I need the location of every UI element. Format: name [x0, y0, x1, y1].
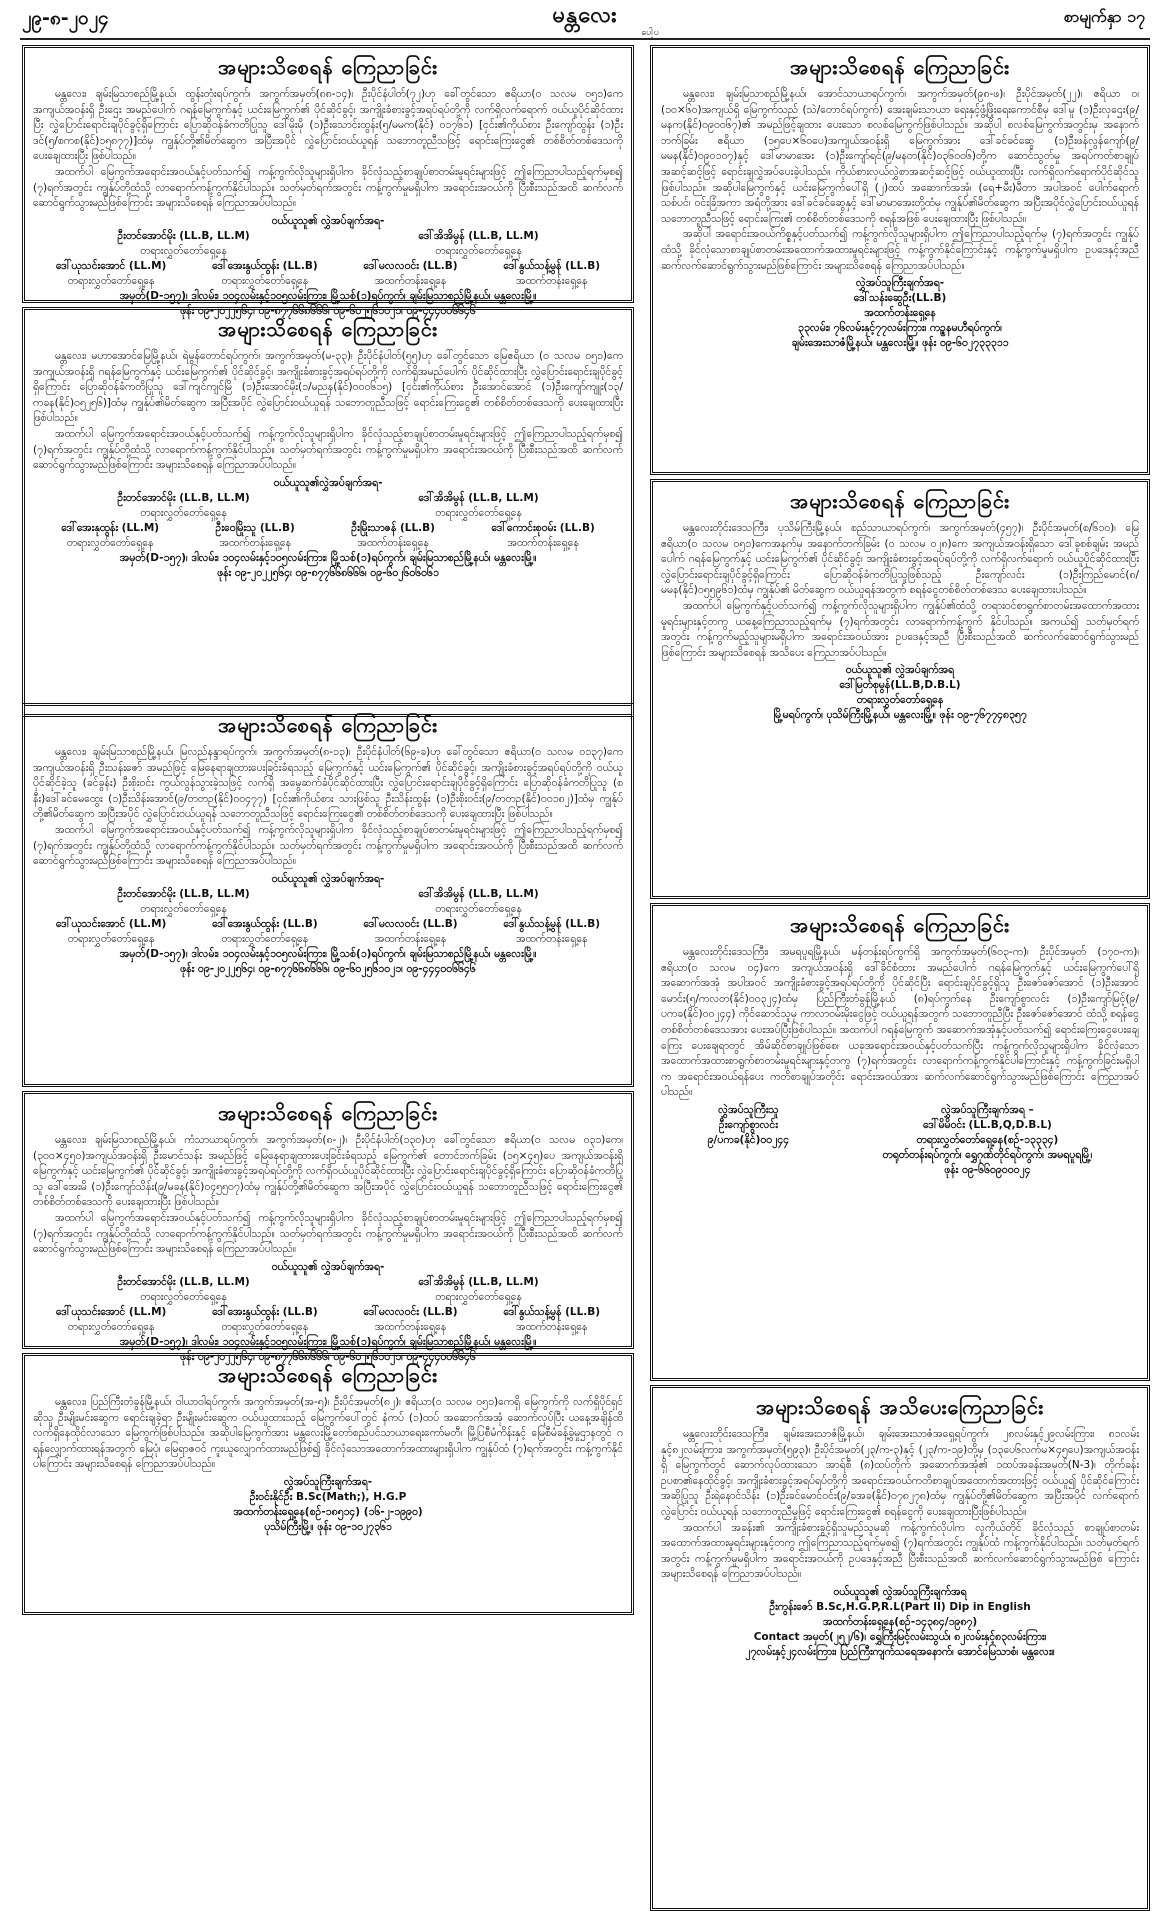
- lawyer-entry: [363, 259, 457, 289]
- notice-paragraph: အထက်ပါ မြေကွက်နှင့်ပတ်သက်၍ ကန့်ကွက်လိုသူများရှိပါက ကျွန်ုပ်၏ထံသို့ တရားဝင်စာရွက်စာတမ်းအထောက်အထားမူရင်းများနှင့်တကွ ယနေ့ကြေညာသည့်ရက်မှ (၇)ရက်အတွင်း လာရောက်ကန့်ကွက် နိုင်ပါသည်။ အကယ်၍ သတ်မှတ်ရက်အတွင်း ကန့်ကွက်မည့်သူများမရှိပါက အရောင်းအဝယ်အား ဥပဒေနှင့်အညီ ပြီးစီးသည်အထိ ဆက်လက်ဆောင်ရွက်သွားမည်ဖြစ်ကြောင်း အများသိစေရန် အသိပေး ကြေညာအပ်ပါသည်။: [661, 599, 1139, 659]
- notice-signature: [661, 1585, 1139, 1660]
- lawyer-row: [33, 887, 623, 917]
- lawyer-entry: [117, 491, 249, 521]
- lawyer-name: ဒေါ်အေးနွယ်ထွန်း (LL.B): [212, 1305, 318, 1318]
- lawyer-title: အထက်တန်းရှေ့နေ: [219, 536, 291, 549]
- lawyer-entry: [491, 521, 594, 551]
- signature-line: ဒေါ်သန်းဆွေဦး(LL.B): [853, 292, 947, 305]
- notice-phone: ဖုန်း ၀၉-၂၀၂၂၅၆၄၊ ၀၉-၈၇၇၆၆၈၆၆၆၊ ၀၉-၆၀၂၅၆၁၀၂၁၊ ၀၉-၄၄၄၀၀၆၆၄၆: [180, 962, 476, 975]
- signature-left-line: ၉/ပကခ(နိုင်)၀၀၂၄၄: [707, 1133, 790, 1146]
- lawyer-name: ဒေါ်နွယ်သန့်မွန် (LL.B): [503, 917, 601, 930]
- lawyer-entry: [61, 521, 159, 551]
- lawyer-name: ဒေါ်အေးနုထွန်း (LL.M): [61, 521, 160, 534]
- signature-right-line: တရုတ်တန်းရပ်ကွက်၊ ရွှေဂုဏ်တိုင်ရပ်ကွက်၊ အမရပူရမြို့၊: [882, 1148, 1093, 1161]
- lawyer-title: အထက်တန်းရှေ့နေ: [515, 932, 588, 945]
- lawyer-entry: [503, 259, 600, 289]
- notice-paragraph: မန္တလေး၊ ပြည်ကြီးတံခွန်မြို့နယ်၊ ဝါယာဝါရပ်ကွက်၊ အကွက်အမှတ်(အ-၅)၊ ဦးပိုင်အမှတ်(၈၂)၊ ဧရိယာ(၀ သလမ ၀၅၁)ကေရှိ မြေကွက်ကို လက်ရှိပိုင်ရှင်ဆိုသူ ဦးမျိုးမင်းဆွေက ရောင်းချခဲ့ရာ ဦးမျိုးမင်းဆွေက ဝယ်ယူထားသည့် မြေကွက်ပေါ်တွင် နံကပ် (၁)ထပ် အဆောက်အအုံ ဆောက်လုပ်ပြီး ယနေ့အချိန်ထိ လက်ရှိနေထိုင်လာသော မြေကွက်ဖြစ်ပါသည်။ အဆိုပါမြေကွက်အား မန္တလေးမြို့တော်စည်ပင်သာယာရေးကော်မတီ၊ မြို့ပြစီမံကိန်းနှင့် မြေစီမံခန့်ခွဲမှုဌာနတွင် ဂရန်လျှောက်ထားရန်အတွက် မြေပုံ၊ မြေရာဇဝင် ကူးယူလျှောက်ထားမည်ဖြစ်၍ ခိုင်လုံသောအထောက်အထားများရှိပါက ကျွန်ုပ်ထံ (၇)ရက်အတွင်း ကန့်ကွက်နိုင်ပါကြောင်း အများသိစေရန် ကြေညာအပ်ပါသည်။: [33, 1396, 623, 1471]
- signature-lead: လွှဲအပ်သူကြီးချက်အရ-: [855, 277, 945, 290]
- lawyer-title: တရားလွှတ်တော်ရှေ့နေ: [221, 1320, 309, 1333]
- lawyer-name: ဦးမြိုးသာဇန် (LL.B): [351, 521, 435, 534]
- lawyer-name: ဒေါ်အိအိမွန် (LL.B, LL.M): [418, 491, 539, 504]
- lawyer-title: အထက်တန်းရှေ့နေ: [357, 536, 429, 549]
- lawyer-entry: [418, 491, 538, 521]
- signature-line: အထက်တန်းရှေ့နေ(စဉ်-၁၄၃၈၄/၁၉၈၇): [822, 1615, 978, 1628]
- lawyer-title: တရားလွှတ်တော်ရှေ့နေ: [140, 902, 227, 915]
- lawyer-name: ဒေါ်အေးနွယ်ထွန်း (LL.B): [212, 917, 318, 930]
- signature-lead: ဝယ်ယူသူ၏ လွှဲအပ်ချက်အရ-: [271, 214, 385, 227]
- lawyer-entry: [212, 1305, 318, 1335]
- signature-lead: ဝယ်ယူသူ၏ လွှဲအပ်သူကြီးချက်အရ: [833, 1585, 967, 1598]
- lawyer-entry: [117, 887, 249, 917]
- notice-body: [661, 521, 1139, 661]
- notice-box: [650, 45, 1150, 475]
- lawyer-name: ဦးတင်အောင်မိုး (LL.B, LL.M): [117, 887, 250, 900]
- lawyer-name: ဒေါ်ယုသင်းအောင် (LL.M): [55, 1305, 167, 1318]
- lawyer-entry: [418, 1275, 538, 1305]
- lawyer-title: အထက်တန်းရှေ့နေ: [374, 932, 447, 945]
- notice-paragraph: အထက်ပါ မြေကွက်အရောင်းအဝယ်နှင့်ပတ်သက်၍ ကန့်ကွက်လိုသူများရှိပါက ခိုင်လုံသည့်စာချုပ်စာတမ်းမူရင်းများဖြင့် ဤကြေညာပါသည့်ရက်မှစ၍ (၇)ရက်အတွင်း ကျွန်ုပ်တို့ထံသို့ လာရောက်ကန့်ကွက်နိုင်ပါသည်။ သတ်မှတ်ရက်အတွင်း ကန့်ကွက်မှုမရှိပါက အရောင်းအဝယ်ကို ပြီးစီးသည်အထိ ဆက်လက်ဆောင်ရွက်သွားမည်ဖြစ်ကြောင်း အများသိစေရန် ကြေညာအပ်ပါသည်။: [33, 427, 623, 472]
- lawyer-name: ဒေါ်နွယ်သန့်မွန် (LL.B): [503, 1305, 601, 1318]
- lawyer-name: ဒေါ်နွယ်သန့်မွန် (LL.B): [503, 259, 601, 272]
- notice-signature: [33, 872, 623, 977]
- signature-left: [708, 1103, 790, 1178]
- signature-line: အထက်တန်းရှေ့နေ: [864, 307, 936, 320]
- notice-phone: ဖုန်း ၀၉-၂၀၂၂၅၆၄၊ ၀၉-၈၇၇၆၆၈၆၆၆၊ ၀၉-၆၀၂၅၆၁၀၂၁၊ ၀၉-၄၄၄၀၀၆၆၄၆: [180, 304, 476, 317]
- notice-phone: ၂၇လမ်းနှင့်၂၄လမ်းကြား၊ ပြည်ကြီးကျက်သရေအနောက်၊ အောင်မြေသာစံ၊ မန္တလေး။: [745, 1645, 1055, 1658]
- lawyer-entry: [503, 1305, 600, 1335]
- notice-address: အမှတ်(D-၁၅၇)၊ ဒါလမ်း၊ ၁၀၄လမ်းနှင့်၁၀၅လမ်းကြား၊ မြို့သစ်(၁)ရပ်ကွက်၊ ချမ်းမြသာစည်မြို့နယ်၊ မန္တလေးမြို့။: [119, 551, 537, 564]
- lawyer-entry: [216, 521, 295, 551]
- notice-title: အများသိစေရန် အသိပေးကြေညာခြင်း: [755, 1395, 1045, 1419]
- lawyer-title: တရားလွှတ်တော်ရှေ့နေ: [67, 932, 155, 945]
- signature-right: [882, 1103, 1092, 1178]
- notice-body: [661, 1427, 1139, 1583]
- lawyer-entry: [418, 887, 538, 917]
- notice-phone: မြို့မရပ်ကွက်၊ ပုသိမ်ကြီးမြို့နယ်၊ မန္တလေးမြို့။ ဖုန်း ၀၉-၇၆၇၇၄၈၃၅၇: [773, 709, 1027, 722]
- lawyer-entry: [56, 259, 166, 289]
- masthead-logo-sub: ပေါ့ပ: [641, 28, 660, 38]
- notice-title: အများသိစေရန် ကြေညာခြင်း: [217, 317, 438, 341]
- notice-signature: [33, 476, 623, 581]
- signature-lead: ဝယ်ယူသူ၏လွှဲအပ်ချက်အရ-: [273, 476, 383, 489]
- notice-title: အများသိစေရန် ကြေညာခြင်း: [217, 1101, 438, 1125]
- lawyer-name: ဦးတင်အောင်မိုး (LL.B, LL.M): [117, 1275, 250, 1288]
- lawyer-row: [33, 259, 623, 289]
- signature-columns: [661, 1103, 1139, 1178]
- page-number: စာမျက်နှာ ၁၇: [1063, 7, 1145, 26]
- notice-phone: ပုသိမ်ကြီးမြို့။ ဖုန်း ၀၉-၁၀၂၇၃၆၁: [264, 1520, 392, 1533]
- notice-signature: [33, 214, 623, 319]
- notice-address: အမှတ်(D-၁၅၇)၊ ဒါလမ်း၊ ၁၀၄လမ်းနှင့်၁၀၅လမ်းကြား၊ မြို့သစ်(၁)ရပ်ကွက်၊ ချမ်းမြသာစည်မြို့နယ်၊ မန္တလေးမြို့။: [119, 947, 537, 960]
- signature-left-line: လွှဲအပ်သူကြီးသူ: [718, 1103, 779, 1116]
- notice-address: ဦးဝင်းနိုင်ဦး B.Sc(Math;), H.G.P: [249, 1490, 407, 1503]
- lawyer-title: အထက်တန်းရှေ့နေ: [374, 1320, 447, 1333]
- lawyer-entry: [363, 917, 457, 947]
- lawyer-name: ဒေါ်အိအိမွန် (LL.B, LL.M): [418, 1275, 539, 1288]
- lawyer-title: အထက်တန်းရှေ့နေ: [374, 274, 447, 287]
- lawyer-title: တရားလွှတ်တော်ရှေ့နေ: [140, 506, 227, 519]
- lawyer-name: ဒေါ်ကောင်းစုဝမ်း (LL.B): [491, 521, 595, 534]
- lawyer-entry: [212, 259, 318, 289]
- lawyer-row: [33, 491, 623, 521]
- lawyer-title: တရားလွှတ်တော်ရှေ့နေ: [221, 932, 309, 945]
- lawyer-title: အထက်တန်းရှေ့နေ: [507, 536, 579, 549]
- notice-box: [650, 479, 1150, 899]
- lawyer-name: ဒေါ်မလလဝင်း (LL.B): [363, 917, 458, 930]
- lawyer-name: ဒေါ်ယုသင်းအောင် (LL.M): [55, 917, 167, 930]
- lawyer-title: တရားလွှတ်တော်ရှေ့နေ: [435, 244, 522, 257]
- lawyer-entry: [212, 917, 318, 947]
- notice-signature: [33, 1260, 623, 1365]
- lawyer-title: တရားလွှတ်တော်ရှေ့နေ: [67, 274, 155, 287]
- lawyer-row: [33, 1275, 623, 1305]
- notice-paragraph: မန္တလေး၊ ချမ်းမြသာစည်မြို့နယ်၊ ထွန်းတုံးရပ်ကွက်၊ အကွက်အမှတ်(၈၈-၁၄)၊ ဦးပိုင်နံပါတ်(၇၂)ဟု ခေါ်တွင်သော ဧရိယာ(၀ သလမ ၀၅၁)ကေ အကျယ်အဝန်းရှိ ဦးဌေး အမည်ပေါက် ဂရန်မြေကွက်နှင့် ယင်းမြေကွက်၏ ပိုင်ဆိုင်ခွင့်၊ အကျိုးခံစားခွင့်အရပ်ရပ်တို့ကို လက်ရှိလက်ရောက် ဝယ်ယူပိုင်ဆိုင်ထားပြီး လွှဲပြောင်းရောင်းချပိုင်ခွင့်ရှိကြောင်း ပြောဆိုဝန်ခံကတိပြုသူ ဒေါ်မိုးမို (၁)ဦးသောင်းထွန်း(၅/မမက(နိုင်) ၀၁၇၆၁) [ငှင်း၏ကိုယ်စား ဦးကျော်ထွန်း (၁)ဦးဒင်(၅/စကစ(နိုင်)၁၅၈၇၇)]ထံမှ ကျွန်ုပ်တို့၏မိတ်ဆွေက အပြီးအပိုင် လွှဲပြောင်းဝယ်ယူရန် သဘောတူညီသဖြင့် ရောင်းကြေး‌ငွေ၏ တစ်စိတ်တစ်ဒေသကို ပေးချေထားပြီး ဖြစ်ပါသည်။: [33, 88, 623, 163]
- lawyer-name: ဒေါ်ယုသင်းအောင် (LL.M): [55, 259, 167, 272]
- signature-lead: ဝယ်ယူသူ၏ လွှဲအပ်ချက်အရ: [845, 664, 955, 677]
- signature-lead: ဝယ်ယူသူ၏ လွှဲအပ်ချက်အရ-: [271, 1260, 385, 1273]
- notice-paragraph: အထက်ပါ မြေကွက်အရောင်းအဝယ်နှင့်ပတ်သက်၍ ကန့်ကွက်လိုသူများရှိပါက ခိုင်လုံသည့်စာချုပ်စာတမ်းမူရင်းများဖြင့် ဤကြေညာပါသည့်ရက်မှစ၍ (၇)ရက်အတွင်း ကျွန်ုပ်တို့ထံသို့ လာရောက်ကန့်ကွက်နိုင်ပါသည်။ သတ်မှတ်ရက်အတွင်း ကန့်ကွက်မှုမရှိပါက အရောင်းအဝယ်ကို ပြီးစီးသည်အထိ ဆက်လက်ဆောင်ရွက်သွားမည်ဖြစ်ကြောင်း အများသိစေရန် ကြေညာအပ်ပါသည်။: [33, 165, 623, 210]
- notice-paragraph: မန္တလေး၊ ချမ်းမြသာစည်မြို့နယ်၊ ကံသာယာရပ်ကွက်၊ အကွက်အမှတ်(၈-၂)၊ ဦးပိုင်နံပါတ်(၁၃၀)ဟု ခေါ်တွင်သော ဧရိယာ(၀ သလမ ၀၃၁)ကေ၊ (၃၀၀×၄၅၀)အကျယ်အဝန်းရှိ ဦးမောင်သန်း အမည်ဖြင့် မြေနေရာချထားပေးခြင်းခံရသည့် မြေကွက်၏ တောင်ဘက်ခြမ်း (၁၅×၄၅)ပေ အကျယ်အဝန်းရှိ မြေကွက်နှင့် ယင်းမြေကွက်၏ ပိုင်ဆိုင်ခွင့်၊ အကျိုးခံစားခွင့်အရပ်ရပ်တို့ကို လက်ရှိဝယ်ယူပိုင်ဆိုင်ထားပြီး လွှဲပြောင်းရောင်းချပိုင်ခွင့်ရှိကြောင်း ပြောဆိုဝန်ခံကတိပြုသူ ဒေါ်အေးမိ (၁)ဦးကျော်သိန်း(၉/မခန(နိုင်)၀၄၅၅၀၇)ထံမှ ကျွန်ုပ်တို့၏မိတ်ဆွေက အပြီးအပိုင် လွှဲပြောင်းဝယ်ယူရန် သဘောတူညီသဖြင့် ရောင်းကြေးငွေ၏ တစ်စိတ်တစ်ဒေသကို ပေးချေထားပြီး ဖြစ်ပါသည်။: [33, 1134, 623, 1209]
- masthead-logo-text: မန္တလေး: [552, 3, 618, 28]
- lawyer-entry: [56, 917, 166, 947]
- lawyer-name: ဒေါ်အေးနွယ်ထွန်း (LL.B): [212, 259, 318, 272]
- notice-body: [33, 745, 623, 870]
- notice-phone: ချမ်းအေးသာဇံမြို့နယ်၊ မန္တလေးမြို့။ ဖုန်း ၀၉-၆၀၂၇၃၃၃၁၁: [791, 337, 1009, 350]
- lawyer-entry: [418, 229, 538, 259]
- lawyer-row: [33, 1305, 623, 1335]
- lawyer-title: အထက်တန်းရှေ့နေ: [515, 1320, 588, 1333]
- lawyer-entry: [363, 1305, 457, 1335]
- notice-title: အများသိစေရန် ကြေညာခြင်း: [217, 713, 438, 737]
- notice-paragraph: မန္တလေး၊ ချမ်းမြသာစည်မြို့နယ်၊ အောင်သာယာရပ်ကွက်၊ အကွက်အမှတ်(၉၈-ဖ)၊ ဦးပိုင်အမှတ်(၂၂)၊ ဧရိယာ ၀၊(၁၀×၆၀)အကျယ်ရှိ မြေကွက်သည် (သဲ/တောင်ရပ်ကွက်) အေးချမ်းသာယာ ရေးနှင့်ဖွံ့ဖြိုးရေးကောင်စီမှ ဒေါ်မူ (၁)ဦးလှဌေး(၉/မနက(နိုင်)၀၉၀၀၆၇)၏ အမည်ဖြင့်ချထား ပေးသော စလစ်မြေကွက်ဖြစ်ပါသည်။ အဆိုပါ စလစ်မြေကွက်အတွင်းမှ အနောက်ဘက်ခြမ်း ဧရိယာ (၁၅ပေ×၆၀ပေ)အကျယ်အဝန်းရှိ မြေကွက်အား ဒေါ်ခင်ခင်ဆွေ (၁)ဦးဖန်လွန်ကျော်(၉/မမန(နိုင်)၀၉၀၁၀၇)နှင့် ဒေါ်မာမာအေး (၁)ဦးကျော်ရင်(၉/မနတ(နိုင်)၀၃၆၀၀၆)တို့က ဆောင်သွတ်မှု အရပ်ကတ်စာချုပ်အဆင့်ဆင့်ဖြင့် ရောင်းချလွှဲအပ်ပေးခဲ့ပါသည်။ ကိုယ်စားလှယ်လွှဲစာအဆင့်ဆင့်ဖြင့် ဝယ်ယူထားပြီး လက်ရှိလက်ရောက်ပိုင်ဆိုင်သူဖြစ်ပါသည်။ အဆိုပါမြေကွက်နှင့် ယင်းမြေကွက်ပေါ်ရှိ (၂)ထပ် အဆောက်အအုံ၊ (ရေ+မီး)မီတာ အပါအဝင် ပေါက်ရောက်သစ်ပင်၊ ဝင်းခြံအကာ အရံတို့အား ဒေါ်ခင်ခင်ဆွေနှင့် ဒေါ်မာမာအေးတို့ထံမှ ကျွန်ုပ်၏မိတ်ဆွေက အပြီးအပိုင်လွှဲပြောင်းဝယ်ယူရန် သဘောတူညီသဖြင့် ရောင်းကြေး၏ တစ်စိတ်တစ်ဒေသကို စရန်အဖြစ် ပေးချေထားပြီး ဖြစ်ပါသည်။: [661, 88, 1139, 225]
- notice-body: [33, 87, 623, 212]
- signature-line: ဒေါ်မြတ်စုမွန်(LL.B,D.B.L): [839, 679, 961, 692]
- lawyer-title: တရားလွှတ်တော်ရှေ့နေ: [140, 1290, 227, 1303]
- notice-signature: [661, 663, 1139, 723]
- lawyer-entry: [117, 229, 249, 259]
- notice-paragraph: အဆိုပါ အရောင်းအဝယ်ကိစ္စနှင့်ပတ်သက်၍ ကန့်ကွက်လိုသူများရှိပါက ဤကြေညာပါသည့်ရက်မှ (၇)ရက်အတွင်း ကျွန်ုပ်ထံသို့ ခိုင်လုံသောစာချုပ်စာတမ်းအထောက်အထားမူရင်းများဖြင့် ကန့်ကွက်နိုင်ကြောင်းနှင့် ကန့်ကွက်မှုမရှိပါက ဥပဒေနှင့်အညီ ဆက်လက်ဆောင်ရွက်သွားမည်ဖြစ်ကြောင်း အများသိစေရန် ကြေညာအပ်ပါသည်။: [661, 228, 1139, 272]
- masthead-logo: [510, 0, 660, 36]
- lawyer-entry: [56, 1305, 166, 1335]
- notice-address: အမှတ်(D-၁၅၇)၊ ဒါလမ်း၊ ၁၀၄လမ်းနှင့်၁၀၅လမ်းကြား၊ မြို့သစ်(၁)ရပ်ကွက်၊ ချမ်းမြသာစည်မြို့နယ်၊ မန္တလေးမြို့။: [119, 1335, 537, 1348]
- notice-paragraph: အထက်ပါ မြေကွက်အရောင်းအဝယ်နှင့်ပတ်သက်၍ ကန့်ကွက်လိုသူများရှိပါက ခိုင်လုံသည့်စာချုပ်စာတမ်းမူရင်းများဖြင့် ဤကြေညာပါသည့်ရက်မှစ၍ (၇)ရက်အတွင်း ကျွန်ုပ်တို့ထံသို့ လာရောက်ကန့်ကွက်နိုင်ပါသည်။ သတ်မှတ်ရက်အတွင်း ကန့်ကွက်မှုမရှိပါက အရောင်းအဝယ်ကို ပြီးစီးသည်အထိ ဆက်လက်ဆောင်ရွက်သွားမည်ဖြစ်ကြောင်း အများသိစေရန် ကြေညာအပ်ပါသည်။: [33, 1211, 623, 1256]
- notice-address: Contact အမှတ်(၂၅၂/၆)၊ ရွှေကြီးမြင့်လမ်းသွယ်၊ ၈၂လမ်းနှင့်၈၃လမ်းကြား၊: [753, 1630, 1047, 1643]
- lawyer-name: ဒေါ်အိအိမွန် (LL.B, LL.M): [418, 229, 539, 242]
- lawyer-title: တရားလွှတ်တော်ရှေ့နေ: [435, 902, 522, 915]
- notice-address-2: အထက်တန်းရှေ့နေ(စဉ်-၁၈၅၁၄) (၁၆-၂-၁၉၉၀): [233, 1505, 423, 1518]
- signature-line: ဦးကွန်းဇော် B.Sc,H.G.P,R.L(Part II) Dip in English: [769, 1600, 1031, 1613]
- lawyer-name: ဦးဝေမြိုးသူ (LL.B): [215, 521, 295, 534]
- notice-box: [22, 45, 634, 317]
- signature-right-line: ဒေါ်မိမိဝင်း (LL.B,Q,D.B.L): [923, 1118, 1052, 1131]
- signature-line: တရားလွှတ်တော်ရှေ့နေ: [856, 694, 944, 707]
- lawyer-entry: [503, 917, 600, 947]
- notice-title: အများသိစေရန် ကြေညာခြင်း: [789, 913, 1010, 937]
- page-header: [0, 0, 1169, 38]
- issue-date: ၂၉-၈-၂၀၂၄: [22, 7, 109, 29]
- notice-box: [22, 1091, 634, 1363]
- header-rule: [20, 38, 1150, 40]
- notice-paragraph: မန္တလေး၊ မဟာအောင်မြေမြို့နယ်၊ ရဲမွန်တောင်ရပ်ကွက်၊ အကွက်အမှတ်(မ-၃၃)၊ ဦးပိုင်နံပါတ်(၅၅)ဟု ခေါ်တွင်သော မြေဧရိယာ (၀ သလမ ၀၅၁)ကေ အကျယ်အဝန်းရှိ ဂရန်မြေကွက်နှင့် ယင်းမြေကွက်၏ ပိုင်ဆိုင်ခွင့်၊ အကျိုးခံစားခွင့်အရပ်ရပ်တို့ကို လက်ရှိအမည်ပေါက် ပိုင်ဆိုင်ထားပြီး လွှဲပြောင်းရောင်းချပိုင်ခွင့်ရှိကြောင်း ပြောဆိုဝန်ခံကတိပြုသူ ဒေါ်ကျင်ကျင်မြိ (၁)ဦးအောင်မိုး(၁/မညန(နိုင်)၀၀၀၆၁၅) [ငှင်း၏ကိုယ်စား ဦးအောင်အောင် (၁)ဦးကျော်ကျူး(၁၃/ကခန(နိုင်)၀၅၂၅၆)]ထံမှ ကျွန်ုပ်၏မိတ်ဆွေက အပြီးအပိုင် လွှဲပြောင်းဝယ်ယူရန် သဘောတူညီသဖြင့် ရောင်းကြေးငွေ၏ တစ်စိတ်တစ်ဒေသကို ပေးချေထားပြီး ဖြစ်ပါသည်။: [33, 350, 623, 425]
- lawyer-title: တရားလွှတ်တော်ရှေ့နေ: [67, 1320, 155, 1333]
- lawyer-title: တရားလွှတ်တော်ရှေ့နေ: [66, 536, 154, 549]
- notice-title: အများသိစေရန် ကြေညာခြင်း: [217, 55, 438, 79]
- notice-body: [33, 349, 623, 474]
- lawyer-title: တရားလွှတ်တော်ရှေ့နေ: [435, 506, 522, 519]
- notice-address: ၃၃လမ်း၊ ၇၆လမ်းနှင့်၇၇လမ်းကြား၊ ကဥ္စနမဟီရပ်ကွက်၊: [798, 322, 1002, 335]
- signature-left-line: ဦးကျော်စွာလင်း: [718, 1118, 778, 1131]
- notice-paragraph: အထက်ပါ အခန်း၏ အကျိုးခံစားခွင့်ရှိသူမည်သူမဆို ကန့်ကွက်လိုပါက လူကိုယ်တိုင် ခိုင်လုံသည့် စာချုပ်စာတမ်းအထောက်အထားမူရင်းများနှင့်တကွ ဤကြေညာသည့်ရက်မှစ၍ (၇)ရက်အတွင်း ကျွန်ုပ်ထံ ကန့်ကွက်နိုင်ပါသည်။ သတ်မှတ်ရက်အတွင်း ကန့်ကွက်မှုမရှိပါက အရောင်းအဝယ်ကို ဥပဒေနှင့်အညီ ပြီးစီးသည်အထိ ဆက်လက်ဆောင်ရွက်သွားမည်ဖြစ် ကြောင်း အများသိစေရန် ကြေညာအပ်ပါသည်။: [661, 1521, 1139, 1581]
- notice-body: [661, 945, 1139, 1101]
- notice-paragraph: အထက်ပါ မြေကွက်အရောင်းအဝယ်နှင့်ပတ်သက်၍ ကန့်ကွက်လိုသူများရှိပါက ခိုင်လုံသည့်စာချုပ်စာတမ်းမူရင်းများဖြင့် ဤကြေညာပါသည့်ရက်မှစ၍ (၇)ရက်အတွင်း ကျွန်ုပ်တို့ထံသို့ လာရောက်ကန့်ကွက်နိုင်ပါသည်။ သတ်မှတ်ရက်အတွင်း ကန့်ကွက်မှုမရှိပါက အရောင်းအဝယ်ကို ပြီးစီးသည်အထိ ဆက်လက်ဆောင်ရွက်သွားမည်ဖြစ်ကြောင်း အများသိစေရန် ကြေညာအပ်ပါသည်။: [33, 823, 623, 868]
- notice-paragraph: မန္တလေးတိုင်းဒေသကြီး၊ ပုသိမ်ကြီးမြို့နယ်၊ စည်သာယာရပ်ကွက်၊ အကွက်အမှတ်(၄၅၇)၊ ဦးပိုင်အမှတ်(စ/၆၁၀)၊ မြေဧရိယာ(၀ သလမ ၀၅၁)ကေအနက်မှ အနောက်ဘက်ခြမ်း (၀ သလမ ၀၂၈)ကေ အကျယ်အဝန်းရှိသော ဒေါ်ခူစစ်ချမ်း အမည်ပေါက် ဂရန်မြေကွက်နှင့် ယင်းမြေကွက်၏ ပိုင်ဆိုင်ခွင့်၊ အကျိုးခံစားခွင့်အရပ်ရပ်တို့ကို လက်ရှိလက်ရောက် ဝယ်ယူပိုင်ဆိုင်ထားပြီး လွှဲပြောင်းရောင်းချပိုင်ခွင့်ရှိကြောင်း ပြောဆိုဝန်ခံကတိပြုသူဖြစ်သည့် ဦးကျော်လင်း (၁)ဦးကြည်မောင်(၈/မမန(နိုင်)၀၅၅၉၆၁)ထံမှ ကျွန်ုပ်၏ မိတ်ဆွေက ဝယ်ယူရန်အတွက် စရန်ငွေတစ်စိတ်တစ်ဒေသ ပေးချေထားပါသည်။: [661, 522, 1139, 597]
- notice-box: [22, 307, 634, 717]
- notice-paragraph: မန္တလေး၊ ချမ်းမြသာစည်မြို့နယ်၊ မြလည်နန္ဒာရပ်ကွက်၊ အကွက်အမှတ်(၈-၁၃)၊ ဦးပိုင်နံပါတ်(၆၉-ခ)ဟု ခေါ်တွင်သော ဧရိယာ(၀ သလမ ၀၁၃၇)ကေ အကျယ်အဝန်းရှိ ဦးသန်းဇော် အမည်ဖြင့် မြေနေရာချထားပေးခြင်းခံရသည့် မြေကွက်နှင့် ယင်းမြေကွက်၏ ပိုင်ဆိုင်ခွင့်၊ အကျိုးခံစားခွင့်အရပ်ရပ်တို့ကို ဝယ်ယူပိုင်ဆိုင်ခဲ့သူ (ခင်ခွန်း) ဦးစိုးဝင်း ကွယ်လွန်သွားခဲ့သဖြင့် လက်ရှိ အမွေဆက်ခံပိုင်ဆိုင်ထားပြီး လွှဲပြောင်းရောင်းချပိုင်ခွင့်ရှိကြောင်း ပြောဆိုဝန်ခံကတိပြုသူ (စနီး)ဒေါ်ခင်မေထွေး (၁)ဦးသိန်းအောင်(၉/တတဉ(နိုင်)၀၀၄၇၇) [ငှင်း၏ကိုယ်စား သားဖြစ်သူ ဦးသိန်းထွန်း (၁)ဦးစိုးဝင်း(၉/တတဉ(နိုင်)၀၀၁၈၂)]ထံမှ ကျွန်ုပ်တို့၏မိတ်ဆွေက အပြီးအပိုင် လွှဲပြောင်းဝယ်ယူရန် သဘောတူညီသဖြင့် ရောင်းကြေးငွေ၏ တစ်စိတ်တစ်ဒေသကို ပေးချေထားပြီး ဖြစ်ပါသည်။: [33, 746, 623, 821]
- signature-right-line: ဖုန်း ၀၉-၆၆၀၉၀၀၀၂၄: [944, 1163, 1031, 1176]
- notice-title: အများသိစေရန် ကြေညာခြင်း: [789, 55, 1010, 79]
- notice-box: [22, 1353, 634, 1615]
- lawyer-entry: [351, 521, 435, 551]
- notice-box: [22, 703, 634, 1087]
- lawyer-row: [33, 521, 623, 551]
- notice-body: [33, 1395, 623, 1473]
- notice-body: [33, 1133, 623, 1258]
- notice-title: အများသိစေရန် ကြေညာခြင်း: [789, 489, 1010, 513]
- signature-lead: လွှဲအပ်သူကြီးချက်အရ-: [283, 1475, 373, 1488]
- notice-address: အမှတ်(D-၁၅၇)၊ ဒါလမ်း၊ ၁၀၄လမ်းနှင့်၁၀၅လမ်းကြား၊ မြို့သစ်(၁)ရပ်ကွက်၊ ချမ်းမြသာစည်မြို့နယ်၊ မန္တလေးမြို့။: [119, 289, 537, 302]
- lawyer-title: တရားလွှတ်တော်ရှေ့နေ: [140, 244, 227, 257]
- lawyer-name: ဒေါ်အိအိမွန် (LL.B, LL.M): [418, 887, 539, 900]
- notice-signature: [33, 1475, 623, 1535]
- lawyer-name: ဦးတင်အောင်မိုး (LL.B, LL.M): [117, 491, 250, 504]
- notice-phone: ဖုန်း ၀၉-၂၀၂၂၅၆၄၊ ၀၉-၈၇၇၆၆၈၆၆၆၊ ၀၉-၆၀၂၅၆၁၀၂၁၊ ၀၉-၄၄၄၀၀၆၆၄၆: [180, 1350, 476, 1363]
- lawyer-title: တရားလွှတ်တော်ရှေ့နေ: [435, 1290, 522, 1303]
- notice-box: [650, 903, 1150, 1381]
- notice-phone: ဖုန်း ၀၉-၂၀၂၂၅၆၄၊ ၀၉-၈၇၇၆၆၈၆၆၆၊ ၀၉-၆၀၂၆၀၆၀၆၁: [217, 566, 439, 579]
- notice-signature: [661, 1103, 1139, 1178]
- notice-paragraph: မန္တလေးတိုင်းဒေသကြီး၊ အမရပူရမြို့နယ်၊ မန်တန်းရပ်ကွက်ရှိ အကွက်အမှတ်(၆၀၃-က)၊ ဦးပိုင်အမှတ် (၁၇၀-က)၊ ဧရိယာ(၀ သလမ ၀၄)ကေ အကျယ်အဝန်းရှိ ဒေါ်ခိုင်စံထား အမည်ပေါက် ဂရန်မြေကွက်နှင့် ယင်းမြေကွက်ပေါ်ရှိ အဆောက်အအုံ အပါအဝင် အကျိုးခံစားခွင့်အရပ်ရပ်တို့ကို ပိုင်ဆိုင်ပြီး ရောင်းချပိုင်ခွင့်ရှိသူ ဦးဇော်ဇော်အောင် (၁)ဦးအောင်မောင်း(၅/ကလတ(နိုင်)၀၀၃၂၄)ထံမှ ပြည်ကြီးတံခွန်မြို့နယ် (၈)ရပ်ကွက်နေ ဦးကျော်စွာလင်း (၁)ဦးကျော်မြင့်(၉/ပကခ(နိုင်)၀၀၂၄၄) ကိုင်ဆောင်သူမှ ကာလာဝမ်းမိုးငွေဖြင့် ဝယ်ယူရန်အတွက် သဘောတူညီပြီး ဦးဇော်ဇော်အောင် ထံသို့ စရန်ငွေတစ်စိတ်တစ်ဒေသအား ပေးအပ်ပြီးဖြစ်ပါသည်။ အထက်ပါ ဂရန်မြေကွက် အဆောက်အအုံနှင့်ပတ်သက်၍ ရောင်းကြေးငွေပေးချေကြေး ပေးချေရာတွင် အိမ်ဆိုင်စာချုပ်ဖြစ်စေ၊ ယခုအရောင်းအဝယ်နှင့်ပတ်သက်ပြီး ကန့်ကွက်လိုသူများရှိပါက ခိုင်လုံသောအထောက်အထားစာရွက်စာတမ်းမူရင်းများနှင့်တကွ (၇)ရက်အတွင်း လာရောက်ကန့်ကွက်နိုင်ပါကြောင်းနှင့် ကန့်ကွက်ခြင်းမရှိပါက အရောင်းအဝယ်ရန်ပေး ကတိစာချုပ်အတိုင်း ရောင်းအဝယ်အား ဆက်လက်ဆောင်ရွက်သွားမည်ဖြစ်ကြောင်း ကြေညာအပ်ပါသည်။: [661, 946, 1139, 1099]
- notice-body: [661, 87, 1139, 274]
- lawyer-title: အထက်တန်းရှေ့နေ: [515, 274, 588, 287]
- lawyer-row: [33, 229, 623, 259]
- notice-signature: [661, 276, 1139, 351]
- lawyer-name: ဒေါ်မလလဝင်း (LL.B): [363, 259, 458, 272]
- lawyer-name: ဦးတင်အောင်မိုး (LL.B, LL.M): [117, 229, 250, 242]
- lawyer-entry: [117, 1275, 249, 1305]
- signature-right-line: တရားလွှတ်တော်ရှေ့နေ(စဉ်-၁၃၃၃၄): [916, 1133, 1059, 1146]
- lawyer-title: တရားလွှတ်တော်ရှေ့နေ: [221, 274, 309, 287]
- lawyer-row: [33, 917, 623, 947]
- signature-right-line: လွှဲအပ်သူကြီးချက်အရ –: [941, 1103, 1034, 1116]
- notice-title: အများသိစေရန် ကြေညာခြင်း: [217, 1363, 438, 1387]
- signature-lead: ဝယ်ယူသူ၏ လွှဲအပ်ချက်အရ-: [271, 872, 385, 885]
- lawyer-name: ဒေါ်မလလဝင်း (LL.B): [363, 1305, 458, 1318]
- notice-paragraph: မန္တလေးတိုင်းဒေသကြီး၊ ချမ်းအေးသာဇံမြို့နယ်၊ ချမ်းအေးသာဇံအရှေ့ရပ်ကွက်၊ ၂၈လမ်းနှင့်၂၉လမ်းကြား၊ ၈၁လမ်းနှင့်၈၂လမ်းကြား၊ အကွက်အမှတ်(၅၉၃)၊ ဦးပိုင်အမှတ်(၂၃/က-၃)နှင့် (၂၃/က-၁၉)တို့မှ (၁၃ပေ၆လက်မ×၄၅ပေ)အကျယ်အဝန်းရှိ မြေကွက်တွင် ဆောက်လုပ်ထားသော အာရ်စီ (၈)ထပ်တိုက် အဆောက်အအုံ၏ ၁ထပ်အခန်းအမှတ်(N-3)၊ တိုက်ခန်းဥပစာ၏နေထိုင်ခွင့်၊ အကျိုးခံစားခွင့်အရပ်ရပ်တို့ကို အရောင်းအဝယ်ကတိစာချုပ်အထောက်အထားဖြင့် ဝယ်ယူ၍ ပိုင်ဆိုင်ကြောင်း အဆိုပြုသူ ဦးရဲနောင်သိန်း (၁)ဦးခင်မောင်ဝင်း(၉/ခအခ(နိုင်)၀၇၈၂၇၈)ထံမှ ကျွန်ုပ်တို့၏မိတ်ဆွေက အပြီးအပိုင် လက်ရောက်လွှဲပြောင်း ဝယ်ယူရန် သဘောတူညီမှုဖြင့် ရောင်းကြေး‌ငွေ၏ စရန်ငွေကို ပေးချေထားပြီးဖြစ်ပါသည်။: [661, 1428, 1139, 1518]
- notice-box: [650, 1385, 1150, 1911]
